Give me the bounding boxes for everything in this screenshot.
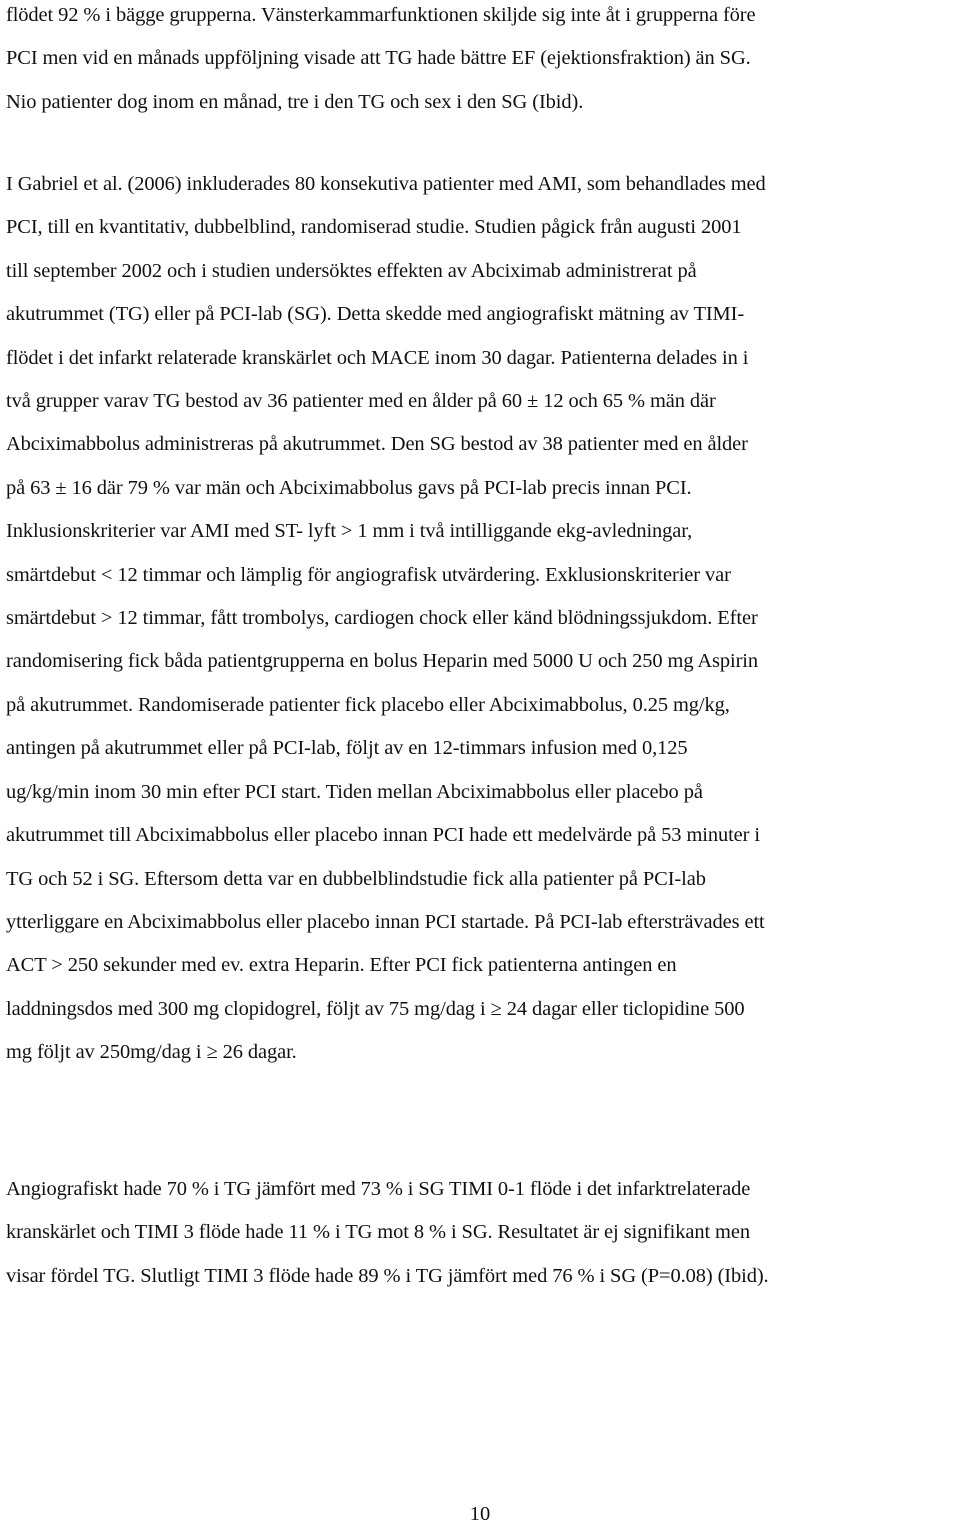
paragraph-line: Angiografiskt hade 70 % i TG jämfört med 73 % i SG TIMI 0-1 flöde i det infarktrelaterade (6, 1178, 751, 1200)
paragraph-line: flödet i det infarkt relaterade kranskärlet och MACE inom 30 dagar. Patienterna delades in i (6, 346, 749, 369)
paragraph-line: antingen på akutrummet eller på PCI-lab, följt av en 12-timmars infusion med 0,125 (6, 737, 688, 760)
paragraph-line: mg följt av 250mg/dag i ≥ 26 dagar. (6, 1041, 297, 1064)
paragraph-line: ug/kg/min inom 30 min efter PCI start. Tiden mellan Abciximabbolus eller placebo på (6, 780, 703, 803)
paragraph-line: till september 2002 och i studien undersöktes effekten av Abciximab administrerat på (6, 259, 697, 282)
paragraph-line: smärtdebut < 12 timmar och lämplig för angiografisk utvärdering. Exklusionskriterier var (6, 563, 731, 586)
paragraph-line: kranskärlet och TIMI 3 flöde hade 11 % i TG mot 8 % i SG. Resultatet är ej signifikant men (6, 1221, 750, 1244)
paragraph-line: visar fördel TG. Slutligt TIMI 3 flöde hade 89 % i TG jämfört med 76 % i SG (P=0.08) (Ibid). (6, 1264, 769, 1287)
paragraph-line: PCI men vid en månads uppföljning visade att TG hade bättre EF (ejektionsfraktion) än SG. (6, 47, 751, 70)
paragraph-line: I Gabriel et al. (2006) inkluderades 80 konsekutiva patienter med AMI, som behandlades med (6, 173, 766, 195)
paragraph-line: akutrummet (TG) eller på PCI-lab (SG). Detta skedde med angiografiskt mätning av TIMI- (6, 303, 745, 326)
paragraph-line: på 63 ± 16 där 79 % var män och Abciximabbolus gavs på PCI-lab precis innan PCI. (6, 476, 692, 499)
paragraph-line: TG och 52 i SG. Eftersom detta var en dubbelblindstudie fick alla patienter på PCI-lab (6, 867, 706, 890)
paragraph-3 (6, 1168, 958, 1298)
paragraph-line: två grupper varav TG bestod av 36 patienter med en ålder på 60 ± 12 och 65 % män där (6, 390, 716, 413)
paragraph-line: laddningsdos med 300 mg clopidogrel, följt av 75 mg/dag i ≥ 24 dagar eller ticlopidine 500 (6, 997, 745, 1020)
paragraph-line: smärtdebut > 12 timmar, fått trombolys, cardiogen chock eller känd blödningssjukdom. Efter (6, 607, 758, 630)
paragraph-line: PCI, till en kvantitativ, dubbelblind, randomiserad studie. Studien pågick från augusti 2001 (6, 216, 742, 239)
paragraph-2 (6, 163, 958, 1075)
paragraph-line: Nio patienter dog inom en månad, tre i den TG och sex i den SG (Ibid). (6, 90, 584, 113)
paragraph-line: flödet 92 % i bägge grupperna. Vänsterkammarfunktionen skiljde sig inte åt i grupperna före (6, 4, 756, 26)
page-number: 10 (469, 1503, 491, 1525)
paragraph-line: på akutrummet. Randomiserade patienter fick placebo eller Abciximabbolus, 0.25 mg/kg, (6, 693, 730, 716)
paragraph-line: akutrummet till Abciximabbolus eller placebo innan PCI hade ett medelvärde på 53 minuter i (6, 824, 760, 847)
paragraph-line: ytterliggare en Abciximabbolus eller placebo innan PCI startade. På PCI-lab eftersträvades ett (6, 910, 765, 933)
paragraph-line: Abciximabbolus administreras på akutrummet. Den SG bestod av 38 patienter med en ålder (6, 433, 748, 456)
paragraph-line: randomisering fick båda patientgrupperna en bolus Heparin med 5000 U och 250 mg Aspirin (6, 650, 759, 673)
paragraph-line: Inklusionskriterier var AMI med ST- lyft > 1 mm i två intilliggande ekg-avledningar, (6, 520, 693, 543)
paragraph-line: ACT > 250 sekunder med ev. extra Heparin. Efter PCI fick patienterna antingen en (6, 954, 677, 977)
paragraph-1 (6, 0, 958, 124)
